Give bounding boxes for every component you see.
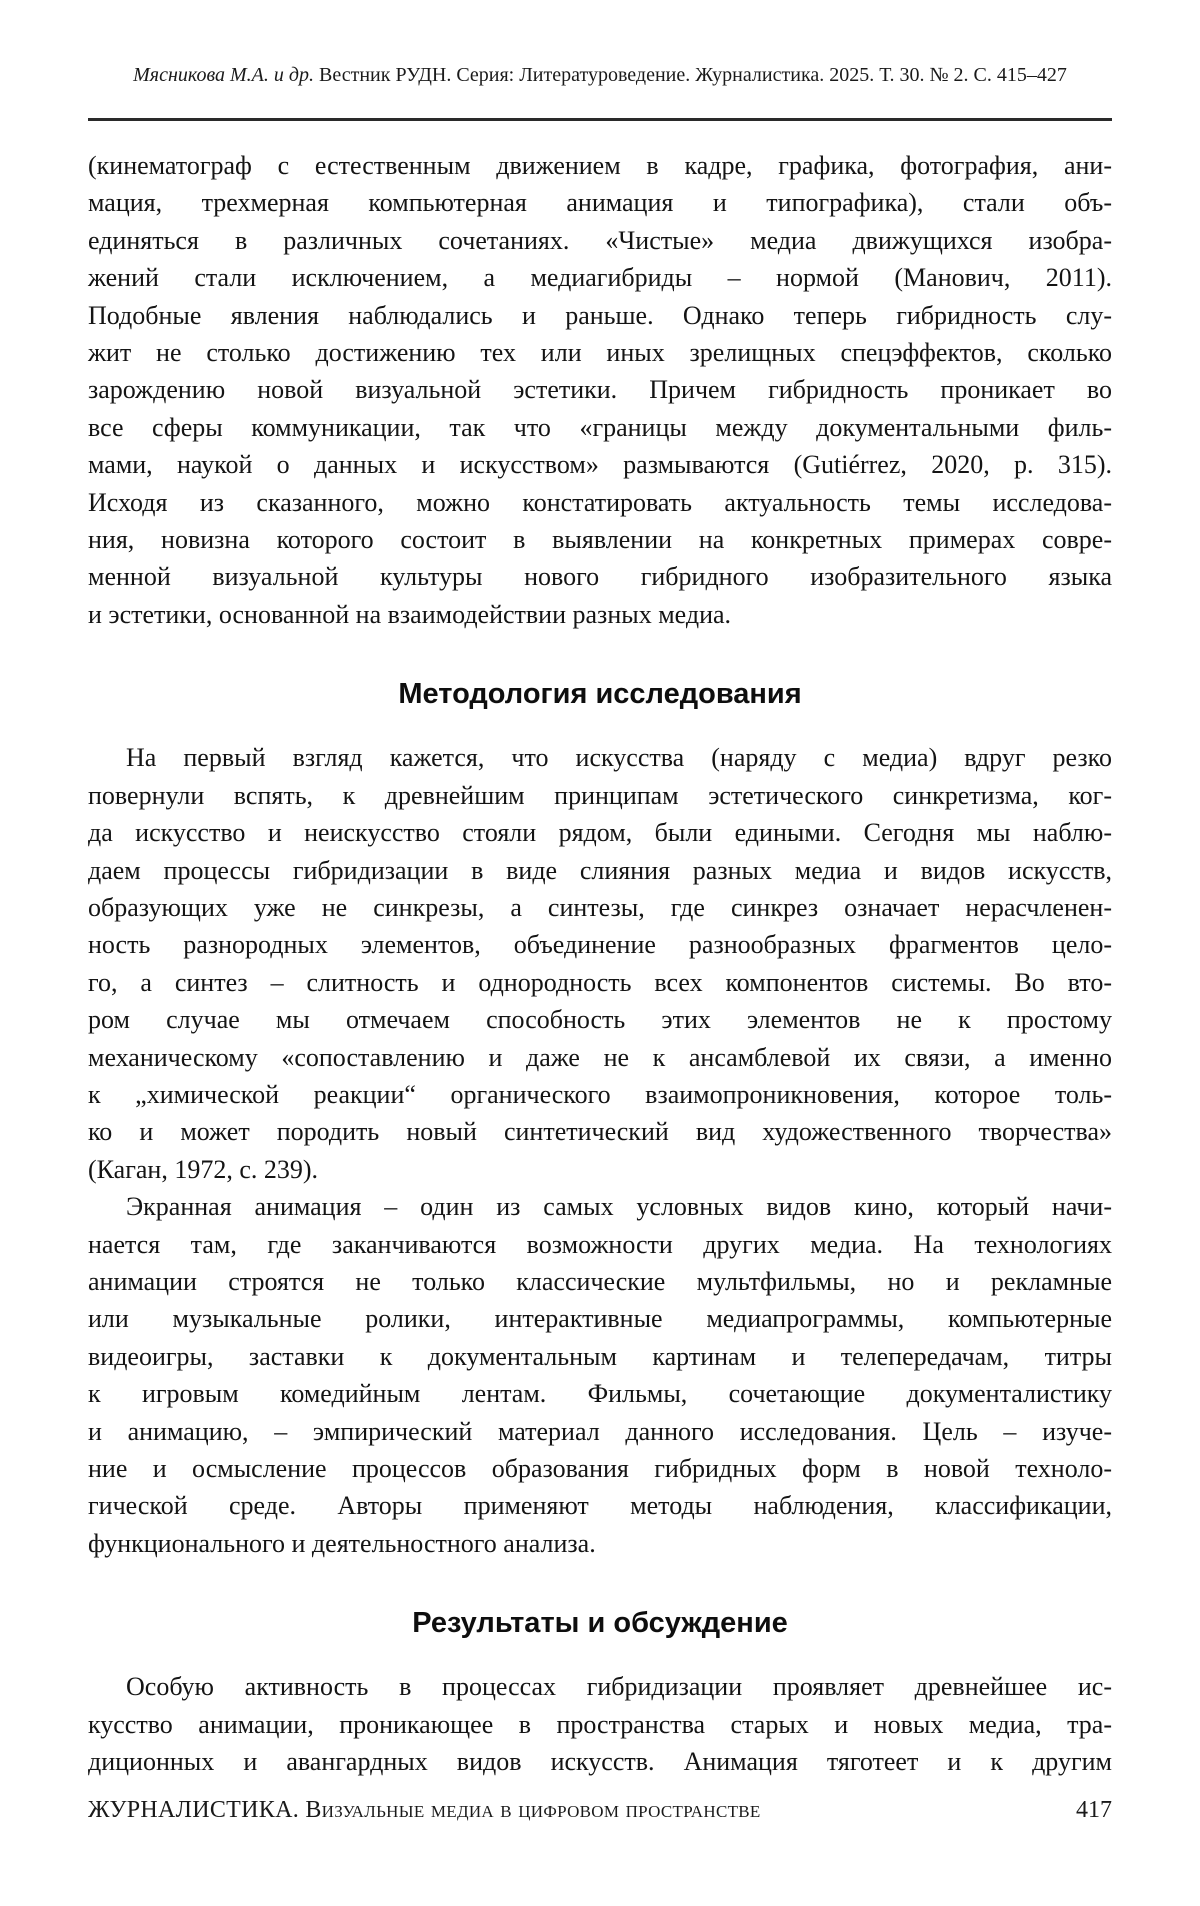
text-line: нается там, где заканчиваются возможности других медиа. На технологиях bbox=[88, 1229, 1112, 1259]
text-line: Особую активность в процессах гибридизации проявляет древнейшее ис- bbox=[126, 1672, 1112, 1702]
section-heading: Результаты и обсуждение bbox=[412, 1607, 788, 1640]
text-line: диционных и авангардных видов искусств. Анимация тяготеет и к другим bbox=[88, 1747, 1112, 1777]
text-line: Экранная анимация – один из самых условных видов кино, который начи- bbox=[126, 1192, 1112, 1222]
text-line: (Каган, 1972, с. 239). bbox=[88, 1154, 319, 1184]
text-line: жений стали исключением, а медиагибриды – нормой (Манович, 2011). bbox=[88, 263, 1112, 293]
text-line: или музыкальные ролики, интерактивные медиапрограммы, компьютерные bbox=[88, 1304, 1112, 1334]
text-line: повернули вспять, к древнейшим принципам эстетического синкретизма, ког- bbox=[88, 780, 1112, 810]
text-line: мация, трехмерная компьютерная анимация и типографика), стали объ- bbox=[88, 188, 1112, 218]
text-line: механическому «сопоставлению и даже не к ансамблевой их связи, а именно bbox=[88, 1042, 1112, 1072]
text-line: менной визуальной культуры нового гибридного изобразительного языка bbox=[88, 562, 1112, 592]
text-line: все сферы коммуникации, так что «границы между документальными филь- bbox=[88, 412, 1112, 442]
footer-page-number: 417 bbox=[1076, 1797, 1112, 1823]
text-line: На первый взгляд кажется, что искусства (наряду с медиа) вдруг резко bbox=[126, 743, 1112, 773]
section-heading: Методология исследования bbox=[398, 678, 802, 711]
paragraph bbox=[88, 739, 1112, 1188]
page-footer bbox=[88, 1797, 1112, 1824]
text-line: зарождению новой визуальной эстетики. Причем гибридность проникает во bbox=[88, 375, 1112, 405]
text-line: даем процессы гибридизации в виде слияния разных медиа и видов искусств, bbox=[88, 855, 1112, 885]
paragraph bbox=[88, 1188, 1112, 1562]
text-line: го, а синтез – слитность и однородность всех компонентов системы. Во вто- bbox=[88, 967, 1112, 997]
text-line: да искусство и неискусство стояли рядом, были едиными. Сегодня мы наблю- bbox=[88, 818, 1112, 848]
running-head-citation: Вестник РУДН. Серия: Литературоведение. Журналистика. 2025. Т. 30. № 2. С. 415–427 bbox=[314, 64, 1067, 86]
paragraph bbox=[88, 147, 1112, 633]
paragraph bbox=[88, 1668, 1112, 1780]
text-line: (кинематограф с естественным движением в кадре, графика, фотография, ани- bbox=[88, 151, 1112, 180]
text-line: ния, новизна которого состоит в выявлении на конкретных примерах совре- bbox=[88, 525, 1112, 555]
text-line: к игровым комедийным лентам. Фильмы, сочетающие документалистику bbox=[88, 1379, 1112, 1409]
text-line: и анимацию, – эмпирический материал данного исследования. Цель – изуче- bbox=[88, 1416, 1112, 1446]
text-line: видеоигры, заставки к документальным картинам и телепередачам, титры bbox=[88, 1341, 1112, 1371]
text-line: жит не столько достижению тех или иных зрелищных спецэффектов, сколько bbox=[88, 338, 1112, 368]
text-line: анимации строятся не только классические мультфильмы, но и рекламные bbox=[88, 1266, 1112, 1296]
text-line: образующих уже не синкрезы, а синтезы, где синкрез означает нерасчленен- bbox=[88, 892, 1112, 922]
text-line: Исходя из сказанного, можно констатировать актуальность темы исследова- bbox=[88, 487, 1112, 517]
running-head-authors: Мясникова М.А. и др. bbox=[133, 64, 315, 86]
header-rule bbox=[88, 118, 1112, 121]
text-line: и эстетики, основанной на взаимодействии разных медиа. bbox=[88, 599, 732, 629]
text-line: функционального и деятельностного анализа. bbox=[88, 1528, 596, 1558]
text-line: кусство анимации, проникающее в пространства старых и новых медиа, тра- bbox=[88, 1709, 1112, 1739]
article-body bbox=[88, 147, 1112, 1780]
running-head bbox=[88, 62, 1112, 88]
text-line: Подобные явления наблюдались и раньше. Однако теперь гибридность слу- bbox=[88, 300, 1112, 330]
text-line: единяться в различных сочетаниях. «Чистые» медиа движущихся изобра- bbox=[88, 225, 1112, 255]
text-line: ром случае мы отмечаем способность этих элементов не к простому bbox=[88, 1005, 1112, 1035]
text-line: ко и может породить новый синтетический вид художественного творчества» bbox=[88, 1117, 1112, 1147]
footer-running-title: ЖУРНАЛИСТИКА. Визуальные медиа в цифровом пространстве bbox=[88, 1797, 761, 1823]
text-line: мами, наукой о данных и искусством» размываются (Gutiérrez, 2020, p. 315). bbox=[88, 450, 1112, 480]
text-line: гической среде. Авторы применяют методы наблюдения, классификации, bbox=[88, 1491, 1112, 1521]
text-line: ность разнородных элементов, объединение разнообразных фрагментов цело- bbox=[88, 930, 1112, 960]
text-line: к „химической реакции“ органического взаимопроникновения, которое толь- bbox=[88, 1079, 1112, 1109]
text-line: ние и осмысление процессов образования гибридных форм в новой техноло- bbox=[88, 1454, 1112, 1483]
